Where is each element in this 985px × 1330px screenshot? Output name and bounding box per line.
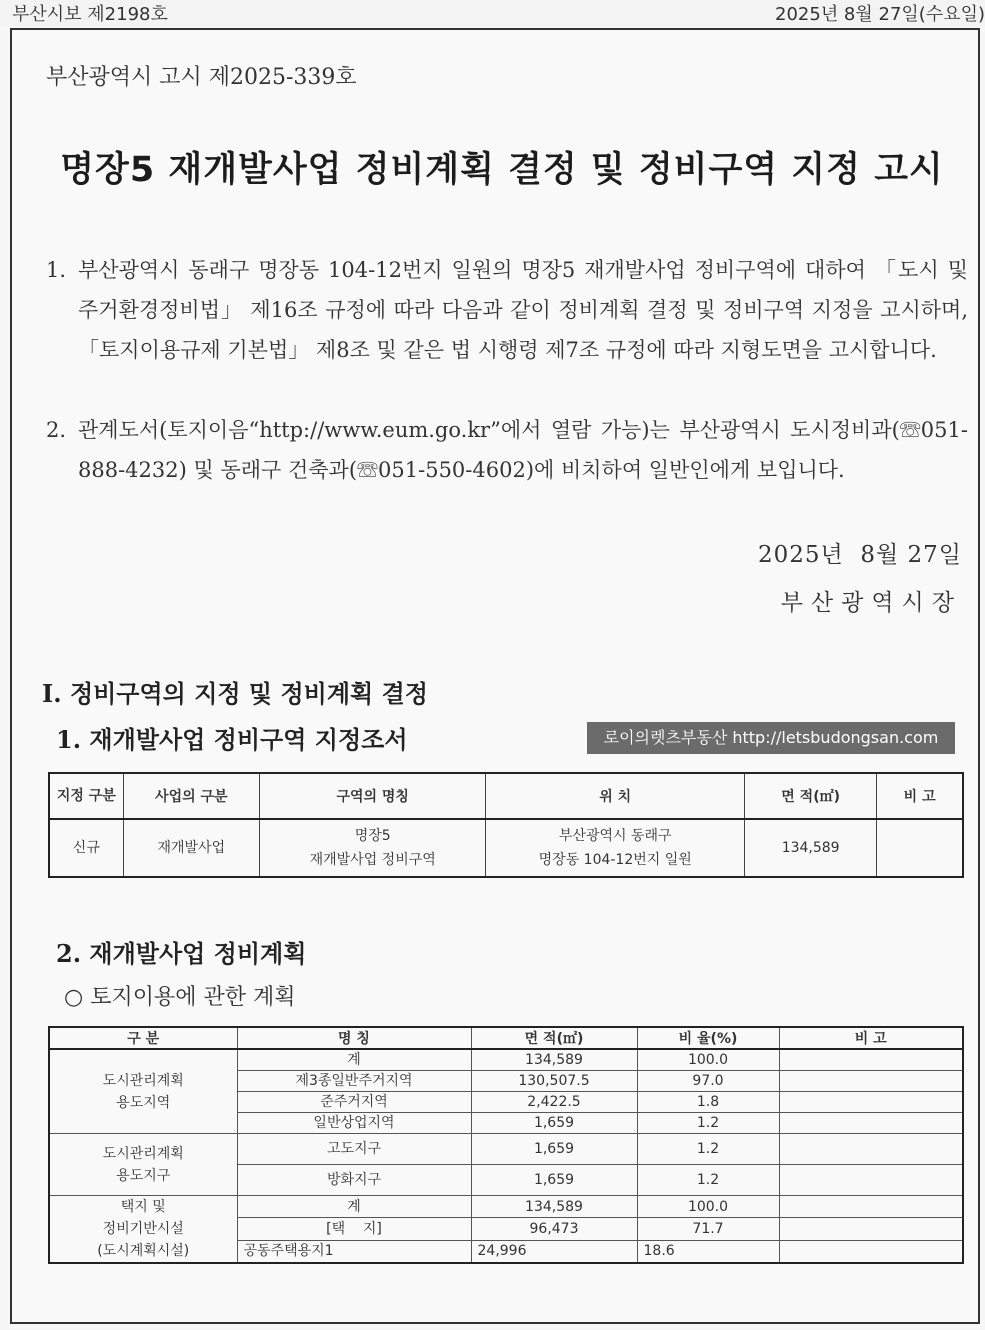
item-number: 2. [46,418,67,442]
cell-ratio: 1.8 [637,1092,779,1113]
cell-note [779,1218,963,1240]
item-text: 관계도서(토지이음“http://www.eum.go.kr”에서 열람 가능)는 부산광역시 도시정비과(☏051-888-4232) 및 동래구 건축과(☏051-550-4602)에 비치하여 일반인에게 보입니다. [78,418,968,482]
gazette-issue: 부산시보 제2198호 [12,4,168,25]
cell-designation: 신규 [49,819,123,877]
cell-name [259,819,485,877]
col-header: 사업의 구분 [123,773,259,819]
table-row [49,1134,963,1165]
issuer-name: 부산광역시장 [780,590,962,616]
cell-business: 재개발사업 [123,819,259,877]
group-label-line3: (도시계획시설) [97,1243,190,1259]
col-header: 명 칭 [237,1027,471,1049]
cell-name-line2: 재개발사업 정비구역 [309,852,436,868]
col-header: 비 율(%) [637,1027,779,1049]
cell-note [877,819,963,877]
table-header-row [49,1027,963,1049]
cell-name: [택 지] [237,1218,471,1240]
section-heading: I. 정비구역의 지정 및 정비계획 결정 [42,679,428,708]
table-row [49,1049,963,1071]
cell-ratio: 18.6 [637,1240,779,1263]
cell-name-line1: 명장5 [354,828,391,844]
group-label-line1: 택지 및 [120,1199,166,1215]
landuse-table [48,1026,964,1264]
cell-area: 1,659 [471,1165,637,1196]
group-label-district [49,1134,237,1196]
subsection-heading: 1. 재개발사업 정비구역 지정조서 [56,725,408,754]
cell-area: 2,422.5 [471,1092,637,1113]
cell-name: 제3종일반주거지역 [237,1071,471,1092]
col-header: 위 치 [486,773,745,819]
cell-note [779,1113,963,1134]
designation-table [48,772,964,878]
cell-ratio: 1.2 [637,1165,779,1196]
cell-ratio: 97.0 [637,1071,779,1092]
item-text: 부산광역시 동래구 명장동 104-12번지 일원의 명장5 재개발사업 정비구역에 대하여 「도시 및 주거환경정비법」 제16조 규정에 따라 다음과 같이 정비계획 결정 및 정비구역 지정을 고시하며, 「토지이용규제 기본법」 제8조 및 같은 법 시행령 제7조 규정에 따라 지형도면을 고시합니다. [78,258,968,362]
cell-area: 134,589 [471,1196,637,1218]
cell-ratio: 1.2 [637,1113,779,1134]
cell-location-line2: 명장동 104-12번지 일원 [538,852,692,868]
group-label-line1: 도시관리계획 [102,1145,184,1162]
item-number: 1. [46,258,67,282]
cell-note [779,1092,963,1113]
watermark-banner: 로이의렛츠부동산 http://letsbudongsan.com [587,722,955,754]
cell-area: 134,589 [745,819,877,877]
subsection-heading: 2. 재개발사업 정비계획 [56,939,307,968]
cell-note [779,1240,963,1263]
cell-area: 24,996 [471,1240,637,1263]
cell-area: 1,659 [471,1134,637,1165]
cell-location-line1: 부산광역시 동래구 [558,828,672,844]
notice-date: 2025년 8월 27일 [757,542,962,568]
table-row [49,819,963,877]
group-label-facilities [49,1196,237,1264]
table-row [49,1196,963,1218]
cell-ratio: 1.2 [637,1134,779,1165]
col-header: 면 적(㎡) [745,773,877,819]
col-header: 구 분 [49,1027,237,1049]
col-header: 지정 구분 [49,773,123,819]
group-label-zone [49,1049,237,1134]
cell-ratio: 100.0 [637,1196,779,1218]
cell-name: 공동주택용지1 [237,1240,471,1263]
cell-note [779,1071,963,1092]
landuse-heading: ○ 토지이용에 관한 계획 [64,985,296,1010]
group-label-line2: 용도지역 [116,1094,171,1111]
cell-area: 134,589 [471,1049,637,1071]
cell-name: 준주거지역 [237,1092,471,1113]
notice-number: 부산광역시 고시 제2025-339호 [46,65,357,90]
page-title: 명장5 재개발사업 정비계획 결정 및 정비구역 지정 고시 [60,150,944,190]
cell-note [779,1134,963,1165]
group-label-line2: 용도지구 [116,1167,171,1184]
notice-item-1 [46,250,968,370]
group-label-line2: 정비기반시설 [102,1221,184,1237]
page-header-bar [0,0,985,26]
cell-ratio: 71.7 [637,1218,779,1240]
cell-name: 계 [237,1196,471,1218]
cell-ratio: 100.0 [637,1049,779,1071]
cell-note [779,1165,963,1196]
cell-name: 일반상업지역 [237,1113,471,1134]
col-header: 구역의 명칭 [259,773,485,819]
col-header: 비 고 [877,773,963,819]
cell-location [486,819,745,877]
col-header: 면 적(㎡) [471,1027,637,1049]
cell-name: 계 [237,1049,471,1071]
table-header-row [49,773,963,819]
gazette-date: 2025년 8월 27일(수요일) [775,4,985,25]
cell-area: 1,659 [471,1113,637,1134]
notice-frame [10,28,980,1324]
cell-note [779,1049,963,1071]
cell-area: 130,507.5 [471,1071,637,1092]
cell-note [779,1196,963,1218]
cell-name: 고도지구 [237,1134,471,1165]
cell-name: 방화지구 [237,1165,471,1196]
group-label-line1: 도시관리계획 [102,1072,184,1089]
col-header: 비 고 [779,1027,963,1049]
notice-item-2 [46,410,968,490]
cell-area: 96,473 [471,1218,637,1240]
